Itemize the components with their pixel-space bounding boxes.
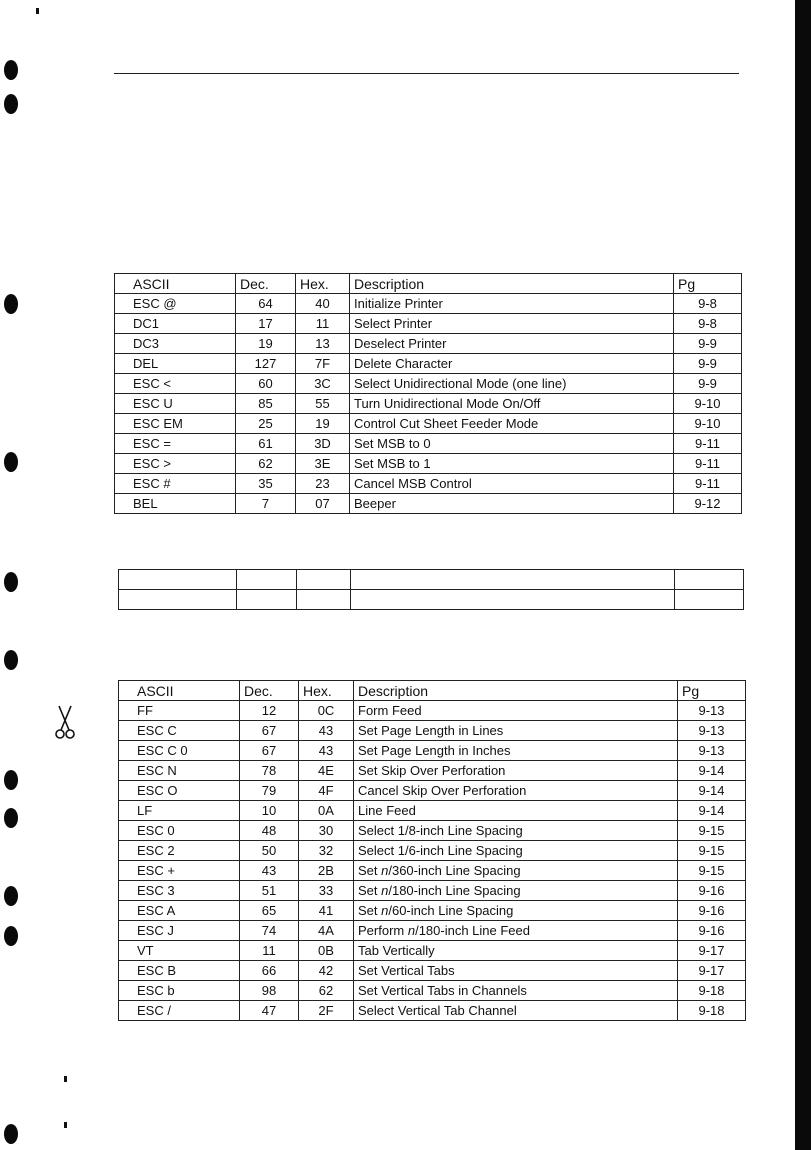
cell-hex: 07 <box>296 494 350 514</box>
punch-hole <box>4 808 18 828</box>
punch-hole <box>4 886 18 906</box>
cell-dec: 67 <box>240 741 299 761</box>
cell-ascii: BEL <box>115 494 236 514</box>
cell-page: 9-10 <box>674 414 742 434</box>
cell-dec: 61 <box>236 434 296 454</box>
blank-row <box>119 570 744 590</box>
cell-ascii: ESC A <box>119 901 240 921</box>
cell-hex: 3D <box>296 434 350 454</box>
cell-description: Beeper <box>350 494 674 514</box>
cell-page: 9-17 <box>678 961 746 981</box>
table-row <box>119 901 746 921</box>
cell-ascii: FF <box>119 701 240 721</box>
cell-ascii: ESC O <box>119 781 240 801</box>
cell-description: Delete Character <box>350 354 674 374</box>
cell-page: 9-13 <box>678 701 746 721</box>
cell-description: Turn Unidirectional Mode On/Off <box>350 394 674 414</box>
cell-description: Set n/180-inch Line Spacing <box>354 881 678 901</box>
cell-dec: 74 <box>240 921 299 941</box>
cell-page: 9-18 <box>678 981 746 1001</box>
scan-speck <box>64 1076 67 1082</box>
cell-page: 9-15 <box>678 861 746 881</box>
cell-hex: 13 <box>296 334 350 354</box>
column-header-description: Description <box>354 681 678 701</box>
cell-hex: 19 <box>296 414 350 434</box>
blank-ruled-table <box>118 569 744 610</box>
cell-ascii: ESC C 0 <box>119 741 240 761</box>
cell-hex: 3E <box>296 454 350 474</box>
table-row <box>119 841 746 861</box>
cell-page: 9-14 <box>678 781 746 801</box>
cell-description: Select Printer <box>350 314 674 334</box>
cell-ascii: DC1 <box>115 314 236 334</box>
cell-page: 9-15 <box>678 821 746 841</box>
cell-page: 9-9 <box>674 354 742 374</box>
cell-hex: 2F <box>299 1001 354 1021</box>
cell-ascii: ESC = <box>115 434 236 454</box>
blank-cell <box>237 590 297 610</box>
blank-cell <box>675 570 744 590</box>
table-row <box>115 414 742 434</box>
cell-page: 9-11 <box>674 434 742 454</box>
cell-hex: 4E <box>299 761 354 781</box>
blank-cell <box>119 570 237 590</box>
cell-hex: 62 <box>299 981 354 1001</box>
table-row <box>119 981 746 1001</box>
table-header-row <box>115 274 742 294</box>
column-header-dec: Dec. <box>240 681 299 701</box>
column-header-ascii: ASCII <box>115 274 236 294</box>
cell-ascii: ESC 3 <box>119 881 240 901</box>
table-row <box>115 294 742 314</box>
cell-page: 9-10 <box>674 394 742 414</box>
cell-dec: 62 <box>236 454 296 474</box>
cell-dec: 7 <box>236 494 296 514</box>
cell-description: Set n/360-inch Line Spacing <box>354 861 678 881</box>
cell-hex: 23 <box>296 474 350 494</box>
cell-page: 9-9 <box>674 374 742 394</box>
blank-cell <box>675 590 744 610</box>
cell-dec: 65 <box>240 901 299 921</box>
cell-hex: 3C <box>296 374 350 394</box>
cell-page: 9-17 <box>678 941 746 961</box>
cell-page: 9-14 <box>678 761 746 781</box>
cell-description: Set MSB to 1 <box>350 454 674 474</box>
table-row <box>119 701 746 721</box>
cell-hex: 0C <box>299 701 354 721</box>
punch-hole <box>4 926 18 946</box>
cell-page: 9-16 <box>678 921 746 941</box>
blank-cell <box>297 570 351 590</box>
cell-description: Set Vertical Tabs in Channels <box>354 981 678 1001</box>
cell-page: 9-8 <box>674 294 742 314</box>
cell-hex: 42 <box>299 961 354 981</box>
table-row <box>115 474 742 494</box>
cell-dec: 47 <box>240 1001 299 1021</box>
cell-dec: 12 <box>240 701 299 721</box>
table-row <box>115 334 742 354</box>
blank-cell <box>119 590 237 610</box>
cell-dec: 43 <box>240 861 299 881</box>
punch-hole <box>4 294 18 314</box>
punch-hole <box>4 60 18 80</box>
cell-ascii: DC3 <box>115 334 236 354</box>
cell-hex: 11 <box>296 314 350 334</box>
cell-dec: 35 <box>236 474 296 494</box>
cell-ascii: DEL <box>115 354 236 374</box>
cell-dec: 78 <box>240 761 299 781</box>
cell-hex: 40 <box>296 294 350 314</box>
table-row <box>119 861 746 881</box>
table-row <box>115 454 742 474</box>
cell-ascii: ESC / <box>119 1001 240 1021</box>
table-row <box>115 494 742 514</box>
table-row <box>119 1001 746 1021</box>
cell-page: 9-14 <box>678 801 746 821</box>
cell-description: Control Cut Sheet Feeder Mode <box>350 414 674 434</box>
table-row <box>115 394 742 414</box>
scan-speck <box>64 1122 67 1128</box>
cell-page: 9-11 <box>674 454 742 474</box>
cell-description: Select 1/6-inch Line Spacing <box>354 841 678 861</box>
cell-ascii: ESC > <box>115 454 236 474</box>
cell-dec: 85 <box>236 394 296 414</box>
cell-hex: 2B <box>299 861 354 881</box>
cell-description: Cancel MSB Control <box>350 474 674 494</box>
cell-dec: 127 <box>236 354 296 374</box>
cell-hex: 32 <box>299 841 354 861</box>
cell-hex: 55 <box>296 394 350 414</box>
cell-hex: 7F <box>296 354 350 374</box>
cell-description: Set Skip Over Perforation <box>354 761 678 781</box>
blank-cell <box>351 590 675 610</box>
table-row <box>115 374 742 394</box>
cell-dec: 98 <box>240 981 299 1001</box>
cell-hex: 0A <box>299 801 354 821</box>
cell-hex: 43 <box>299 721 354 741</box>
table-row <box>119 941 746 961</box>
cell-hex: 43 <box>299 741 354 761</box>
cell-dec: 79 <box>240 781 299 801</box>
cell-description: Form Feed <box>354 701 678 721</box>
cell-ascii: ESC EM <box>115 414 236 434</box>
column-header-dec: Dec. <box>236 274 296 294</box>
cell-dec: 17 <box>236 314 296 334</box>
scan-speck <box>36 8 39 14</box>
blank-cell <box>297 590 351 610</box>
cell-ascii: ESC J <box>119 921 240 941</box>
command-table-vertical-motion <box>118 680 746 1021</box>
table-row <box>119 801 746 821</box>
cell-description: Deselect Printer <box>350 334 674 354</box>
cell-ascii: ESC < <box>115 374 236 394</box>
cell-description: Set MSB to 0 <box>350 434 674 454</box>
header-rule <box>114 73 739 74</box>
cell-description: Set Page Length in Lines <box>354 721 678 741</box>
column-header-hex: Hex. <box>296 274 350 294</box>
cell-page: 9-11 <box>674 474 742 494</box>
cell-ascii: ESC 0 <box>119 821 240 841</box>
punch-hole <box>4 770 18 790</box>
cell-dec: 51 <box>240 881 299 901</box>
cell-description: Set n/60-inch Line Spacing <box>354 901 678 921</box>
cell-dec: 67 <box>240 721 299 741</box>
cell-dec: 25 <box>236 414 296 434</box>
cell-description: Cancel Skip Over Perforation <box>354 781 678 801</box>
cell-page: 9-13 <box>678 721 746 741</box>
cell-hex: 30 <box>299 821 354 841</box>
table-header-row <box>119 681 746 701</box>
table-row <box>115 314 742 334</box>
table-row <box>119 761 746 781</box>
blank-row <box>119 590 744 610</box>
cell-dec: 50 <box>240 841 299 861</box>
cell-ascii: ESC N <box>119 761 240 781</box>
table-row <box>119 781 746 801</box>
punch-hole <box>4 94 18 114</box>
cell-description: Set Vertical Tabs <box>354 961 678 981</box>
cell-page: 9-9 <box>674 334 742 354</box>
blank-cell <box>351 570 675 590</box>
cell-hex: 4A <box>299 921 354 941</box>
cell-description: Perform n/180-inch Line Feed <box>354 921 678 941</box>
column-header-page: Pg <box>674 274 742 294</box>
cell-description: Line Feed <box>354 801 678 821</box>
punch-hole <box>4 572 18 592</box>
cell-hex: 41 <box>299 901 354 921</box>
table-row <box>115 354 742 374</box>
column-header-hex: Hex. <box>299 681 354 701</box>
cell-hex: 4F <box>299 781 354 801</box>
column-header-ascii: ASCII <box>119 681 240 701</box>
cell-hex: 33 <box>299 881 354 901</box>
cell-description: Tab Vertically <box>354 941 678 961</box>
scan-edge-bar <box>795 0 811 1150</box>
scissors-icon <box>52 704 78 740</box>
table-row <box>119 961 746 981</box>
cell-page: 9-16 <box>678 901 746 921</box>
table-row <box>119 721 746 741</box>
column-header-page: Pg <box>678 681 746 701</box>
cell-dec: 11 <box>240 941 299 961</box>
cell-page: 9-18 <box>678 1001 746 1021</box>
cell-page: 9-13 <box>678 741 746 761</box>
cell-description: Select 1/8-inch Line Spacing <box>354 821 678 841</box>
cell-dec: 19 <box>236 334 296 354</box>
cell-ascii: ESC # <box>115 474 236 494</box>
punch-hole <box>4 1124 18 1144</box>
cell-hex: 0B <box>299 941 354 961</box>
blank-cell <box>237 570 297 590</box>
table-row <box>119 921 746 941</box>
cell-ascii: ESC B <box>119 961 240 981</box>
table-row <box>115 434 742 454</box>
cell-page: 9-8 <box>674 314 742 334</box>
column-header-description: Description <box>350 274 674 294</box>
table-row <box>119 881 746 901</box>
cell-dec: 66 <box>240 961 299 981</box>
cell-dec: 48 <box>240 821 299 841</box>
cell-page: 9-15 <box>678 841 746 861</box>
command-table-printer-operation <box>114 273 742 514</box>
cell-ascii: ESC + <box>119 861 240 881</box>
cell-ascii: ESC U <box>115 394 236 414</box>
cell-dec: 10 <box>240 801 299 821</box>
cell-description: Initialize Printer <box>350 294 674 314</box>
cell-ascii: ESC C <box>119 721 240 741</box>
cell-page: 9-16 <box>678 881 746 901</box>
cell-ascii: LF <box>119 801 240 821</box>
cell-description: Set Page Length in Inches <box>354 741 678 761</box>
cell-page: 9-12 <box>674 494 742 514</box>
cell-ascii: VT <box>119 941 240 961</box>
cell-dec: 64 <box>236 294 296 314</box>
table-row <box>119 741 746 761</box>
cell-ascii: ESC b <box>119 981 240 1001</box>
cell-description: Select Vertical Tab Channel <box>354 1001 678 1021</box>
table-row <box>119 821 746 841</box>
cell-description: Select Unidirectional Mode (one line) <box>350 374 674 394</box>
punch-hole <box>4 452 18 472</box>
cell-dec: 60 <box>236 374 296 394</box>
cell-ascii: ESC @ <box>115 294 236 314</box>
cell-ascii: ESC 2 <box>119 841 240 861</box>
punch-hole <box>4 650 18 670</box>
